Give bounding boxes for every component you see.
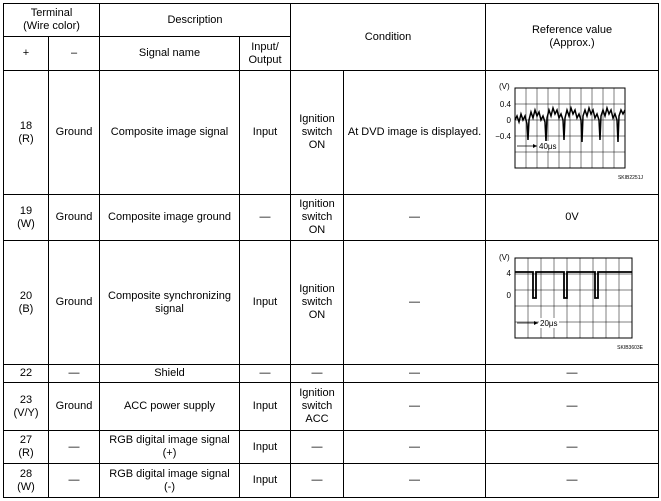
terminal-minus: Ground xyxy=(49,71,100,195)
waveform1-caption: SKIB2251J xyxy=(617,175,644,181)
terminal-plus: 28 (W) xyxy=(4,464,49,498)
terminal-plus: 20 (B) xyxy=(4,241,49,365)
terminal-plus: 22 xyxy=(4,365,49,383)
signal-name: Composite image signal xyxy=(100,71,240,195)
condition-switch: — xyxy=(291,464,344,498)
condition-detail: — xyxy=(344,195,486,241)
waveform-composite-sync xyxy=(497,250,647,355)
signal-name: Composite image ground xyxy=(100,195,240,241)
condition-detail: — xyxy=(344,464,486,498)
condition-detail: — xyxy=(344,383,486,431)
description-header: Description xyxy=(100,4,291,37)
condition-detail: — xyxy=(344,431,486,464)
input-output: Input xyxy=(240,383,291,431)
table-row xyxy=(4,241,659,365)
condition-switch: — xyxy=(291,365,344,383)
condition-detail: — xyxy=(344,241,486,365)
waveform1-time-label: 40μs xyxy=(539,142,557,151)
condition-detail: At DVD image is displayed. xyxy=(344,71,486,195)
input-output: — xyxy=(240,365,291,383)
reference-value: — xyxy=(486,383,659,431)
plus-header: + xyxy=(4,37,49,71)
terminal-minus: — xyxy=(49,431,100,464)
reference-value: — xyxy=(486,365,659,383)
table-row xyxy=(4,383,659,431)
table-row xyxy=(4,431,659,464)
minus-header: – xyxy=(49,37,100,71)
signal-name: RGB digital image signal (-) xyxy=(100,464,240,498)
input-output: Input xyxy=(240,464,291,498)
condition-switch: Ignition switch ON xyxy=(291,195,344,241)
reference-value: — xyxy=(486,464,659,498)
condition-detail: — xyxy=(344,365,486,383)
reference-value-cell xyxy=(486,241,659,365)
input-output-header: Input/ Output xyxy=(240,37,291,71)
waveform2-time-label: 20μs xyxy=(540,319,558,328)
waveform2-y-tick: 4 xyxy=(506,269,512,278)
condition-switch: Ignition switch ACC xyxy=(291,383,344,431)
terminal-spec-table xyxy=(3,3,659,498)
terminal-header: Terminal (Wire color) xyxy=(4,4,100,37)
input-output: Input xyxy=(240,241,291,365)
signal-name: Composite synchronizing signal xyxy=(100,241,240,365)
reference-value: 0V xyxy=(486,195,659,241)
waveform1-y-tick: −0.4 xyxy=(495,132,512,141)
terminal-minus: Ground xyxy=(49,383,100,431)
condition-switch: — xyxy=(291,431,344,464)
terminal-minus: — xyxy=(49,464,100,498)
table-row xyxy=(4,365,659,383)
reference-value-header: Reference value (Approx.) xyxy=(486,4,659,71)
terminal-minus: — xyxy=(49,365,100,383)
table-row xyxy=(4,464,659,498)
input-output: Input xyxy=(240,431,291,464)
signal-name: RGB digital image signal (+) xyxy=(100,431,240,464)
signal-name: ACC power supply xyxy=(100,383,240,431)
waveform2-caption: SKIB3603E xyxy=(617,345,644,351)
waveform1-y-tick: 0.4 xyxy=(499,100,512,109)
signal-name-header: Signal name xyxy=(100,37,240,71)
waveform-composite-image xyxy=(497,80,647,185)
terminal-plus: 23 (V/Y) xyxy=(4,383,49,431)
condition-header: Condition xyxy=(291,4,486,71)
reference-value: — xyxy=(486,431,659,464)
condition-switch: Ignition switch ON xyxy=(291,241,344,365)
input-output: — xyxy=(240,195,291,241)
terminal-plus: 27 (R) xyxy=(4,431,49,464)
terminal-minus: Ground xyxy=(49,195,100,241)
terminal-plus: 19 (W) xyxy=(4,195,49,241)
table-row xyxy=(4,195,659,241)
waveform2-y-tick: 0 xyxy=(506,291,512,300)
condition-switch: Ignition switch ON xyxy=(291,71,344,195)
waveform1-unit: (V) xyxy=(499,82,510,91)
table-row xyxy=(4,71,659,195)
terminal-plus: 18 (R) xyxy=(4,71,49,195)
signal-name: Shield xyxy=(100,365,240,383)
input-output: Input xyxy=(240,71,291,195)
reference-value-cell xyxy=(486,71,659,195)
waveform2-unit: (V) xyxy=(499,253,510,262)
waveform1-y-tick: 0 xyxy=(506,116,512,125)
terminal-minus: Ground xyxy=(49,241,100,365)
